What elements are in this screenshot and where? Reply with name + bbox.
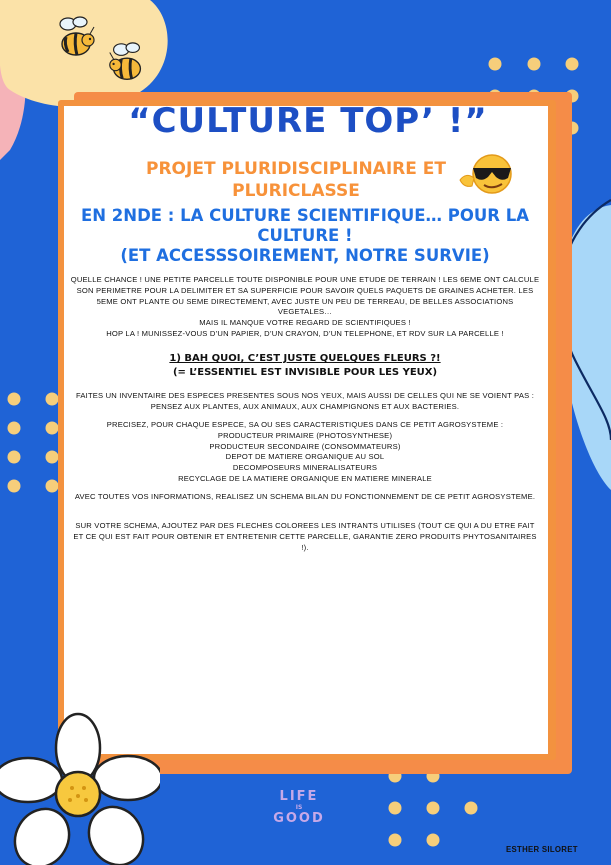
project-subtitle: PROJET PLURIDISCIPLINAIRE ET PLURICLASSE: [146, 159, 446, 201]
logo-line3: GOOD: [273, 811, 325, 826]
intro-text: [70, 275, 540, 340]
bee-icon: [102, 40, 152, 86]
theme-heading-line1: EN 2NDE : LA CULTURE SCIENTIFIQUE… POUR LA CULTURE !: [80, 206, 530, 245]
intro-line: QUELLE CHANCE ! UNE PETITE PARCELLE TOUTE DISPONIBLE POUR UNE ETUDE DE TERRAIN ! LES 6EME ONT CALCULE SON PERIMETRE POUR LA DELIMITER ET SA SUPERFICIE POUR SAVOIR QUELS PAQUETS DE GRAINES ACHETER. LES 5EME ONT PLANTE OU SEME DIRECTEMENT, AVEC JUSTE UN PEU DE TERREAU, DE BELLES ASSOCIATIONS VEGETALES…: [70, 275, 540, 317]
life-is-good-logo: [270, 790, 328, 825]
intro-line: HOP LA ! MUNISSEZ-VOUS D’UN PAPIER, D’UN CRAYON, D’UN TELEPHONE, ET RDV SUR LA PARCELLE !: [106, 328, 504, 338]
logo-line2: IS: [295, 804, 303, 811]
schema-paragraph: AVEC TOUTES VOS INFORMATIONS, REALISEZ UN SCHEMA BILAN DU FONCTIONNEMENT DE CE PETIT AGROSYSTEME.: [74, 492, 536, 501]
page-title: “CULTURE TOP’ !”: [128, 101, 488, 141]
question-title: 1) BAH QUOI, C’EST JUSTE QUELQUES FLEURS ?!: [169, 353, 441, 364]
list-item: PRODUCTEUR PRIMAIRE (PHOTOSYNTHESE): [217, 430, 393, 440]
logo-line1: LIFE: [279, 789, 319, 804]
intro-line: MAIS IL MANQUE VOTRE REGARD DE SCIENTIFIQUES !: [199, 318, 411, 328]
daisy-flower-icon: [0, 708, 160, 865]
author-name: ESTHER SILORET: [506, 845, 578, 854]
list-item: PRODUCTEUR SECONDAIRE (CONSOMMATEURS): [209, 441, 401, 451]
characteristics-list: [70, 420, 540, 485]
inventory-paragraph: FAITES UN INVENTAIRE DES ESPECES PRESENTES SOUS NOS YEUX, MAIS AUSSI DE CELLES QUI NE SE VOIENT PAS : PENSEZ AUX PLANTES, AUX ANIMAUX, AUX CHAMPIGNONS ET AUX BACTERIES.: [75, 391, 535, 411]
list-item: DEPOT DE MATIERE ORGANIQUE AU SOL: [225, 452, 385, 462]
inputs-paragraph: SUR VOTRE SCHEMA, AJOUTEZ PAR DES FLECHES COLOREES LES INTRANTS UTILISES (TOUT CE QUI A DU ETRE FAIT ET CE QUI EST FAIT POUR OBTENIR ET ENTRETENIR CETTE PARCELLE, GARANTIE ZERO PRODUITS PHYTOSANITAIRES !).: [73, 521, 537, 552]
theme-heading: [70, 206, 540, 266]
list-item: PRECISEZ, POUR CHAQUE ESPECE, SA OU SES CARACTERISTIQUES DANS CE PETIT AGROSYSTEME :: [106, 420, 504, 429]
list-item: RECYCLAGE DE LA MATIERE ORGANIQUE EN MATIERE MINERALE: [178, 473, 432, 483]
theme-heading-line2: (ET ACCESSSOIREMENT, NOTRE SURVIE): [120, 246, 490, 265]
question-heading: [100, 352, 510, 380]
bee-icon: [50, 14, 102, 62]
list-item: DECOMPOSEURS MINERALISATEURS: [232, 463, 378, 473]
question-subtitle: (= L’ESSENTIEL EST INVISIBLE POUR LES YEUX): [172, 367, 438, 378]
